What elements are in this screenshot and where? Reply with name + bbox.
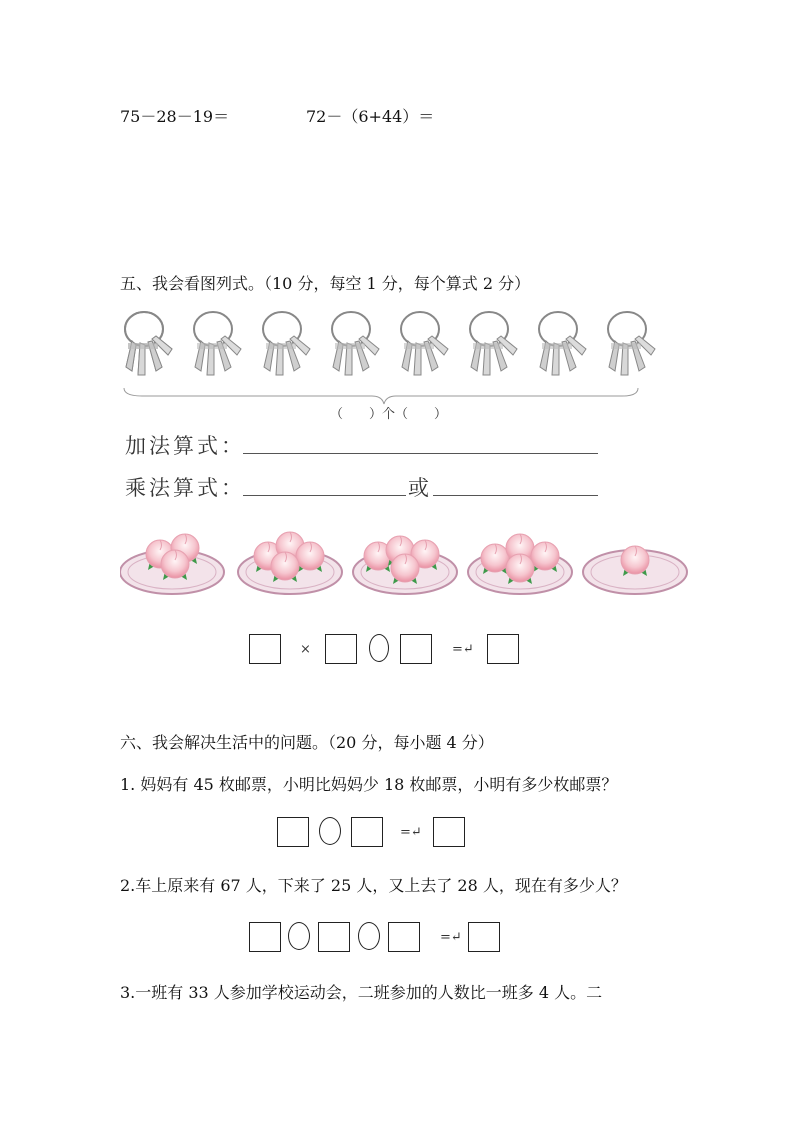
- equals-sign: =↵: [452, 642, 474, 657]
- q2-operator-oval-2[interactable]: [358, 922, 380, 950]
- addition-answer-line[interactable]: [243, 453, 598, 454]
- answer-box-result[interactable]: [487, 634, 519, 664]
- q1-box-result[interactable]: [433, 817, 465, 847]
- times-sign: ×: [300, 642, 311, 657]
- question-2: 2.车上原来有 67 人，下来了 25 人，又上去了 28 人，现在有多少人？: [120, 876, 627, 895]
- question-3: 3.一班有 33 人参加学校运动会，二班参加的人数比一班多 4 人。二: [120, 983, 603, 1002]
- brace-label: （ ）个（ ）: [330, 407, 448, 422]
- addition-label: 加法算式：: [125, 434, 245, 458]
- answer-box-2[interactable]: [325, 634, 357, 664]
- q2-operator-oval-1[interactable]: [288, 922, 310, 950]
- expression-1: 75－28－19＝: [120, 107, 230, 126]
- keys-illustration: [118, 305, 678, 385]
- section6-heading: 六、我会解决生活中的问题。（20 分，每小题 4 分）: [120, 733, 494, 752]
- q1-operator-oval[interactable]: [319, 817, 341, 845]
- multiplication-answer-line-1[interactable]: [243, 495, 406, 496]
- multiplication-answer-line-2[interactable]: [433, 495, 598, 496]
- expression-2: 72－（6+44）＝: [306, 107, 435, 126]
- q2-box-3[interactable]: [388, 922, 420, 952]
- q2-box-2[interactable]: [318, 922, 350, 952]
- question-1: 1. 妈妈有 45 枚邮票，小明比妈妈少 18 枚邮票，小明有多少枚邮票？: [120, 775, 618, 794]
- section5-heading: 五、我会看图列式。（10 分，每空 1 分，每个算式 2 分）: [120, 274, 531, 293]
- answer-box-3[interactable]: [400, 634, 432, 664]
- q2-box-1[interactable]: [249, 922, 281, 952]
- answer-box-1[interactable]: [249, 634, 281, 664]
- q1-equals-sign: =↵: [400, 825, 422, 840]
- multiplication-label: 乘法算式：: [125, 476, 245, 500]
- q2-box-result[interactable]: [468, 922, 500, 952]
- peaches-illustration: [120, 520, 700, 610]
- q2-equals-sign: =↵: [440, 930, 462, 945]
- q1-box-1[interactable]: [277, 817, 309, 847]
- operator-oval[interactable]: [369, 634, 389, 662]
- q1-box-2[interactable]: [351, 817, 383, 847]
- or-label: 或: [408, 476, 432, 500]
